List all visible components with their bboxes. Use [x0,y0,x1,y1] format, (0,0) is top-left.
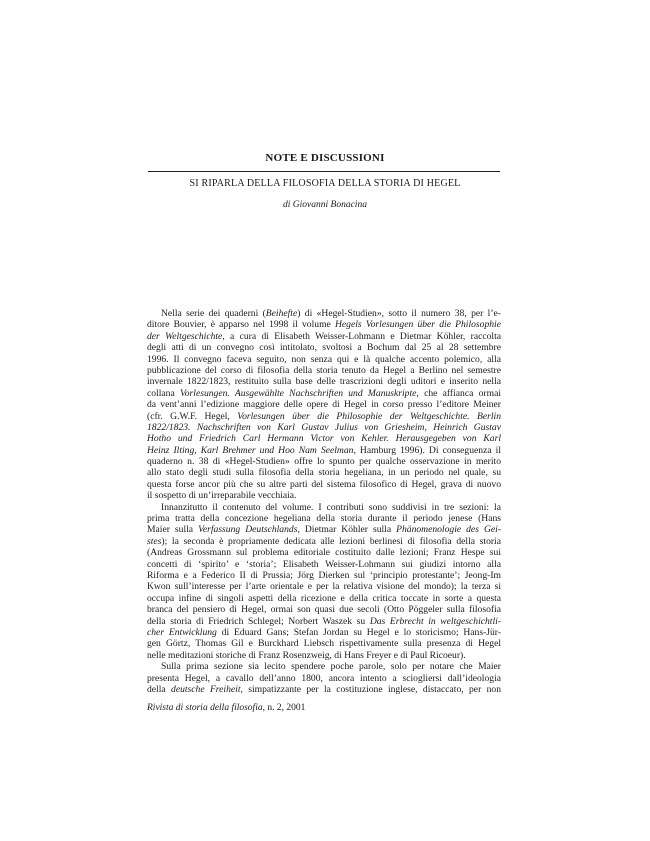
text-line [147,319,501,330]
text-segment: concetti di ‘spirito’ e ‘storia’; Elisabeth Weisser-Lohmann sui giudizi intorno alla [147,558,501,570]
italic-text: Vorlesungen über die Philosophie der Weltgeschichte. Berlin [237,410,501,422]
text-line [147,456,501,467]
italic-text: 1822/1823. Nachschriften von Karl Gustav Julius von Griesheim, Heinrich Gustav [147,421,501,433]
text-segment: collana [147,387,180,399]
text-line [147,616,501,627]
text-segment: degli atti di un convegno così intitolato, svoltosi a Bochum dal 25 al 28 settembre [147,342,501,354]
text-line [147,308,501,319]
text-segment: ) di «Hegel-Studien», sotto il numero 38, per l’e- [297,308,501,319]
text-line [147,502,501,513]
italic-text: Das Erbrecht in weltgeschichtli- [369,615,501,627]
text-line [147,581,501,592]
text-line [147,650,501,661]
italic-text: cher Entwicklung [147,626,217,638]
text-segment: Sulla prima sezione sia lecito spendere poche parole, solo per notare che Maier [161,661,501,673]
text-line [147,433,501,444]
text-segment: Innanzitutto il contenuto del volume. I contributi sono suddivisi in tre sezioni: la [161,501,501,513]
text-line [147,661,501,672]
text-line [147,536,501,547]
author-byline: di Giovanni Bonacina [283,200,367,210]
text-line [147,365,501,376]
text-line [147,490,501,501]
text-segment: Nella serie dei quaderni ( [161,308,266,319]
text-segment: , Dietmar Köhler sulla [297,524,397,536]
italic-text: Hotho und Friedrich Carl Hermann Victor von Kehler. Herausgegeben von Karl [147,433,501,445]
text-segment: pubblicazione del corso di filosofia della storia tenuto da Hegel a Berlino nel semestre [147,364,501,376]
text-segment: prima tratta della concezione hegeliana della storia durante il periodo jenese (Hans [147,513,501,525]
text-segment: nelle meditazioni storiche di Franz Rosenzweig, di Hans Freyer e di Paul Ricoeur). [147,649,466,661]
text-segment: , Hamburg 1996). Di conseguenza il [353,444,502,456]
text-line [147,547,501,558]
italic-text: Vorlesungen. Ausgewählte Nachschriften und Manuskripte [179,387,417,399]
text-line [147,638,501,649]
text-segment: 1996. Il convegno faceva seguito, non senza qui e là qualche accento polemico, alla [147,353,501,365]
text-segment: ditore Bouvier, è apparso nel 1998 il volume [147,319,335,331]
text-line [147,524,501,535]
text-segment: della storia di Friedrich Schlegel; Norbert Waszek su [147,615,370,627]
text-segment: invernale 1822/1823, restituito sulla base delle trascrizioni degli uditori e inserito nella [147,376,501,388]
text-segment: (cfr. G.W.F. Hegel, [147,410,238,422]
text-segment: , che affianca ormai [416,387,501,399]
italic-text: Heinz Ilting, Karl Brehmer und Hoo Nam Seelman [147,444,354,456]
italic-text: deutsche Freiheit [171,683,241,695]
text-line [147,399,501,410]
text-segment: questa forse ancor più che su altre parti del sistema filosofico di Hegel, grava di nuovo [147,478,501,490]
text-segment: da vent’anni l’edizione maggiore delle opere di Hegel in corso presso l’editore Meiner [147,399,501,411]
text-line [147,422,501,433]
section-title: NOTE E DISCUSSIONI [265,152,385,164]
text-line [147,559,501,570]
text-segment: occupa infine di singoli aspetti della ricezione e della critica toccate in sorte a questa [147,592,501,604]
italic-text: Hegels Vorlesungen über die Philosophie [334,319,501,331]
text-segment: Maier sulla [147,524,199,536]
text-line [147,627,501,638]
text-segment: di Eduard Gans; Stefan Jordan su Hegel e lo storicismo; Hans-Jür- [216,626,502,638]
text-line [147,479,501,490]
text-line [147,673,501,684]
text-segment: presenta Hegel, a cavallo dell’anno 1800, ancora intento a sciogliersi dall’ideologia [147,672,501,684]
text-line [147,388,501,399]
text-segment: Kwon sull’interesse per l’arte orientale e per la relativa visione del mondo); la terza si [147,581,501,593]
text-line [147,593,501,604]
italic-text: Beihefte [265,308,298,319]
italic-text: der Weltgeschichte [147,330,223,342]
article-title: SI RIPARLA DELLA FILOSOFIA DELLA STORIA DI HEGEL [189,178,461,189]
text-segment: , a cura di Elisabeth Weisser-Lohmann e Dietmar Köhler, raccolta [222,330,502,342]
text-line [147,684,501,695]
text-segment: quaderno n. 38 di «Hegel-Studien» offre lo spunto per qualche osservazione in merito [147,456,501,468]
text-segment: allo stato degli studi sulla filosofia della storia hegeliana, in un periodo nel quale, su [147,467,501,479]
text-segment: Riforma e a Federico II di Prussia; Jörg Dierken sul ‘principio protestante’; Jeong-Im [147,569,501,581]
text-line [147,445,501,456]
text-line [147,604,501,615]
text-line [147,411,501,422]
italic-text: Verfassung Deutschlands [198,524,298,536]
text-line [147,331,501,342]
text-segment: il sospetto di un’irreparabile vecchiaia. [147,490,297,502]
text-line [147,354,501,365]
text-line [147,342,501,353]
text-segment: , simpatizzante per la costituzione inglese, distaccato, per non [240,683,502,695]
text-segment: gen Görtz, Thomas Gil e Burckhard Liebsch rispettivamente sulla presenza di Hegel [147,638,501,650]
text-line [147,467,501,478]
title-rule [148,171,500,172]
text-line [147,376,501,387]
italic-text: stes [147,535,162,547]
text-line [147,513,501,524]
text-line [147,570,501,581]
text-segment: branca del pensiero di Hegel, ormai son quasi due secoli (Otto Pöggeler sulla filosofia [147,604,501,616]
journal-issue: , n. 2, 2001 [262,703,306,713]
article-body [147,308,501,695]
journal-name: Rivista di storia della filosofia [147,703,263,713]
text-segment: ); la seconda è propriamente dedicata alle lezioni berlinesi di filosofia della storia [161,535,501,547]
italic-text: Phänomenologie des Gei- [396,524,501,536]
journal-footer [147,703,305,713]
text-segment: (Andreas Grossmann sul problema editoriale costituito dalle lezioni; Franz Hespe sui [147,547,501,559]
text-segment: della [147,683,172,695]
